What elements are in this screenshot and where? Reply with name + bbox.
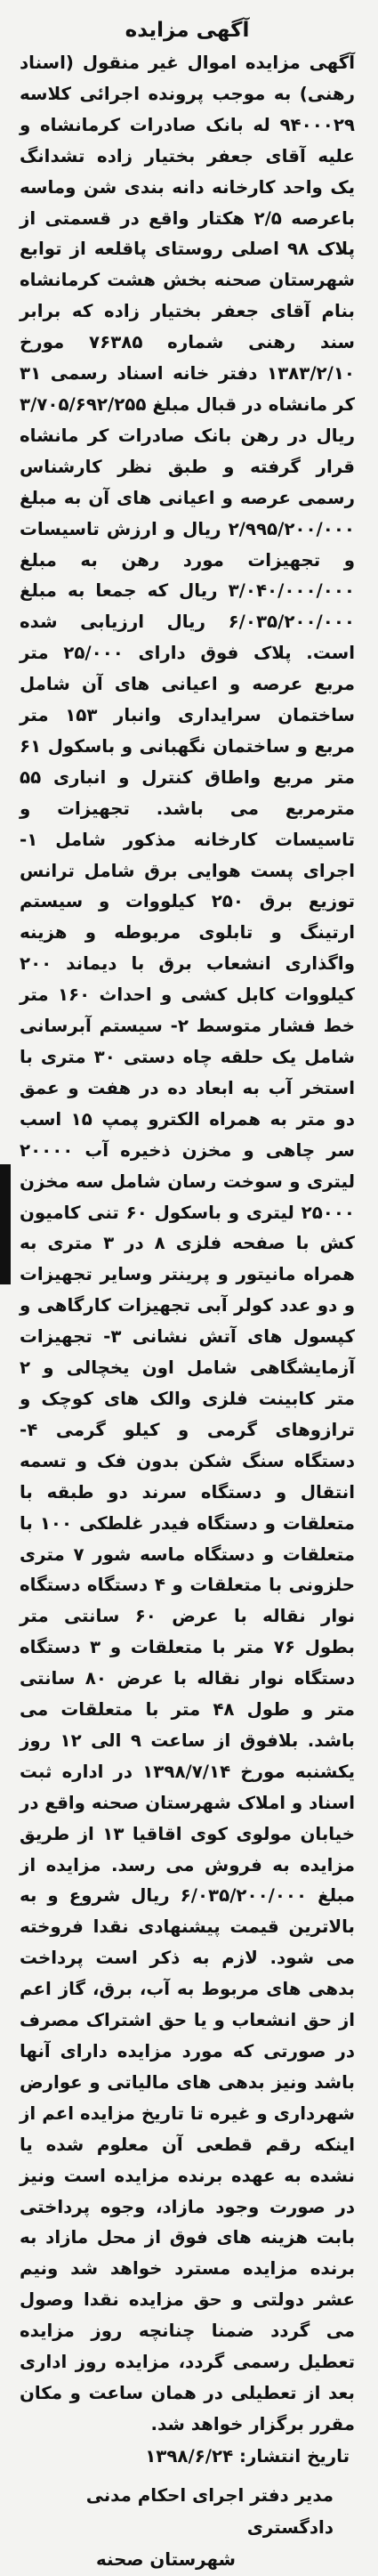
- publication-date: تاریخ انتشار: ۱۳۹۸/۶/۲۴: [145, 2445, 350, 2467]
- notice-title: آگهی مزایده: [125, 19, 250, 42]
- signature-title: مدیر دفتر اجرای احکام مدنی دادگستری: [85, 2484, 334, 2538]
- signature-block: [20, 2480, 355, 2576]
- signature-city: شهرستان صحنه: [96, 2548, 236, 2570]
- margin-mark: [0, 1164, 11, 1284]
- notice-body: آگهی مزایده اموال غیر منقول (اسناد رهنی) به موجب پرونده اجرائی کلاسه ۹۴۰۰۰۲۹ له بانک صادرات کرمانشاه و علیه آقای جعفر بختیار زاده تشدانگ یک واحد کارخانه دانه بندی شن وماسه باعرصه ۲/۵ هکتار واقع در قسمتی از پلاک ۹۸ اصلی روستای پاقلعه از توابع شهرستان صحنه بخش هشت کرمانشاه بنام آقای جعفر بختیار زاده که برابر سند رهنی شماره ۷۶۳۸۵ مورخ ۱۳۸۳/۲/۱۰ دفتر خانه اسناد رسمی ۳۱ کر مانشاه در قبال مبلغ ۳/۷۰۵/۶۹۲/۲۵۵ ریال در رهن بانک صادرات کر مانشاه قرار گرفته و طبق نظر کارشناس رسمی عرصه و اعیانی های آن به مبلغ ۲/۹۹۵/۲۰۰/۰۰۰ ریال و ارزش تاسیسات و تجهیزات مورد رهن به مبلغ ۳/۰۴۰/۰۰۰/۰۰۰ ریال که جمعا به مبلغ ۶/۰۳۵/۲۰۰/۰۰۰ ریال ارزیابی شده است. پلاک فوق دارای ۲۵/۰۰۰ متر مربع عرصه و اعیانی های آن شامل ساختمان سرایداری وانبار ۱۵۳ متر مربع و ساختمان نگهبانی و باسکول ۶۱ متر مربع واطاق کنترل و انباری ۵۵ مترمربع می باشد. تجهیزات و تاسیسات کارخانه مذکور شامل ۱- اجرای پست هوایی برق شامل ترانس توزیع برق ۲۵۰ کیلووات و سیستم ارتینگ و تابلوی مربوطه و هزینه واگذاری انشعاب برق با دیماند ۲۰۰ کیلووات کابل کشی و احداث ۱۶۰ متر خط فشار متوسط ۲- سیستم آبرسانی شامل یک حلقه چاه دستی ۳۰ متری با استخر آب به ابعاد ده در هفت و عمق دو متر به همراه الکترو پمپ ۱۵ اسب سر چاهی و مخزن ذخیره آب ۲۰۰۰۰ لیتری و سوخت رسان شامل سه مخزن ۲۵۰۰۰ لیتری و باسکول ۶۰ تنی کامیون کش با صفحه فلزی ۸ در ۳ متری به همراه مانیتور و پرینتر وسایر تجهیزات و دو عدد کولر آبی تجهیزات کارگاهی و کپسول های آتش نشانی ۳- تجهیزات آزمایشگاهی شامل اون یخچالی و ۲ متر کابینت فلزی والک های کوچک و ترازوهای گرمی و کیلو گرمی ۴- دستگاه سنگ شکن بدون فک و تسمه انتقال و دستگاه سرند دو طبقه با متعلقات و دستگاه فیدر غلطکی ۱۰۰ با متعلقات و دستگاه ماسه شور ۷ متری حلزونی با متعلقات و ۴ دستگاه دستگاه نوار نقاله با عرض ۶۰ سانتی متر بطول ۷۶ متر با متعلقات و ۳ دستگاه دستگاه نوار نقاله با عرض ۸۰ سانتی متر و طول ۴۸ متر با متعلقات می باشد. بلافوق از ساعت ۹ الی ۱۲ روز یکشنبه مورخ ۱۳۹۸/۷/۱۴ در اداره ثبت اسناد و املاک شهرستان صحنه واقع در خیابان مولوی کوی اقاقیا ۱۳ از طریق مزایده به فروش می رسد. مزایده از مبلغ ۶/۰۳۵/۲۰۰/۰۰۰ ریال شروع و به بالاترین قیمت پیشنهادی نقدا فروخته می شود. لازم به ذکر است پرداخت بدهی های مربوط به آب، برق، گاز اعم از حق انشعاب و یا حق اشتراک مصرف در صورتی که مورد مزایده دارای آنها باشد ونیز بدهی های مالیاتی و عوارض شهرداری و غیره تا تاریخ مزایده اعم از اینکه رقم قطعی آن معلوم شده یا نشده به عهده برنده مزایده است ونیز در صورت وجود مازاد، وجوه پرداختی بابت هزینه های فوق از محل مازاد به برنده مزایده مسترد خواهد شد ونیم عشر دولتی و حق مزایده نقدا وصول می گردد ضمنا چنانچه روز مزایده تعطیل رسمی گردد، مزایده روز اداری بعد از تعطیلی در همان ساعت و مکان مقرر برگزار خواهد شد.: [20, 53, 356, 2434]
